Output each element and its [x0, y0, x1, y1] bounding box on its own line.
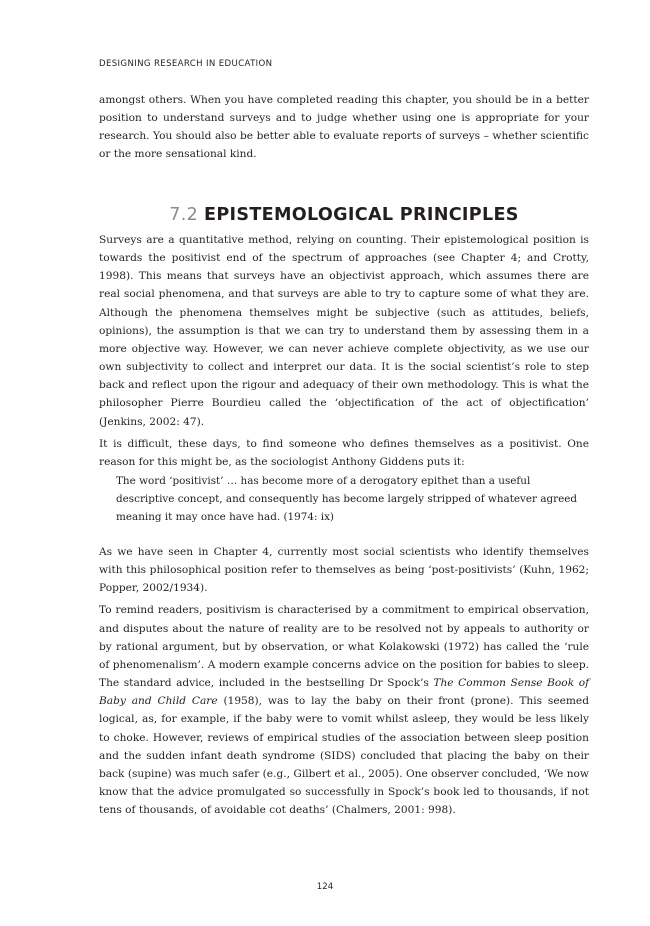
post-quote-text-block [99, 543, 589, 823]
section-number: 7.2 [169, 205, 199, 225]
intro-paragraph: amongst others. When you have completed reading this chapter, you should be in a better position to understand surveys and to judge whether using one is appropriate for your research. You should also be better able to evaluate reports of surveys – whether scientific or the more sensational kind. [99, 94, 589, 161]
paragraph-surveys: Surveys are a quantitative method, relying on counting. Their epistemological position is towards the positivist end of the spectrum of approaches (see Chapter 4; and Crotty, 1998). This means that surveys have an objectivist approach, which assumes there are real social phenomena, and that surveys are able to try to capture some of what they are. Although the phenomena themselves might be subjective (such as attitudes, beliefs, opinions), the assumption is that we can try to understand them by assessing them in a more objective way. However, we can never achieve complete objectivity, as we use our own subjectivity to collect and interpret our data. It is the social scientist’s role to step back and reflect upon the rigour and adequacy of their own methodology. This is what the philosopher Pierre Bourdieu called the ‘objectification of the act of objectification’ (Jenkins, 2002: 47). [99, 234, 589, 428]
block-quote: The word ‘positivist’ … has become more of a derogatory epithet than a useful descriptive concept, and consequently has become largely stripped of whatever agreed meaning it may once have had. (1974: ix) [116, 475, 578, 524]
paragraph-empirical-observation [99, 601, 589, 819]
running-head: DESIGNING RESEARCH IN EDUCATION [99, 59, 273, 69]
paragraph-post-positivists: As we have seen in Chapter 4, currently most social scientists who identify themselves with this philosophical position refer to themselves as being ‘post-positivists’ (Kuhn, 1962; Popper, 2002/1934). [99, 546, 589, 595]
paragraph-part-2: (1958), was to lay the baby on their front (prone). This seemed logical, as, for example, if the baby were to vomit whilst asleep, they would be less likely to choke. However, reviews of empirical studies of the association between sleep position and the sudden infant death syndrome (SIDS) concluded that placing the baby on their back (supine) was much safer (e.g., Gilbert et al., 2005). One observer concluded, ‘We now know that the advice promulgated so successfully in Spock’s book led to thousands, if not tens of thousands, of avoidable cot deaths’ (Chalmers, 2001: 998). [99, 695, 589, 817]
paragraph-positivist: It is difficult, these days, to find someone who defines themselves as a positivist. One reason for this might be, as the sociologist Anthony Giddens puts it: [99, 437, 589, 468]
section-heading [99, 203, 589, 227]
book-title: The Common Sense Book of Baby and Child Care [99, 677, 589, 708]
intro-text-block [99, 91, 589, 168]
page-number: 124 [316, 882, 334, 892]
paragraph-part-1: To remind readers, positivism is characterised by a commitment to empirical observation, and disputes about the nature of reality are to be resolved not by appeals to authority or by rational argument, but by observation, or what Kolakowski (1972) has called the ‘rule of phenomenalism’. A modern example concerns advice on the position for babies to sleep. The standard advice, included in the bestselling Dr Spock’s [99, 604, 589, 690]
section-text-block [99, 231, 589, 475]
section-title: EPISTEMOLOGICAL PRINCIPLES [204, 205, 519, 225]
